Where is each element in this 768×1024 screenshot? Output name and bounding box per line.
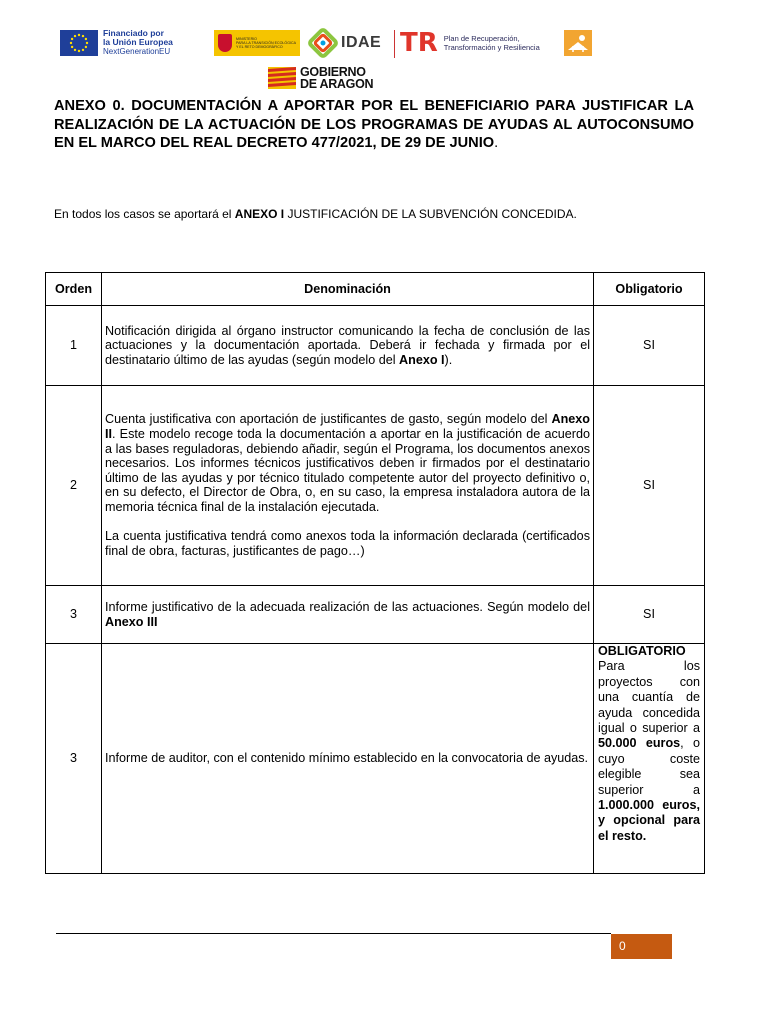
row-order: 3 <box>46 644 102 874</box>
heading-title: ANEXO 0. DOCUMENTACIÓN A APORTAR POR EL BENEFICIARIO PARA JUSTIFICAR LA REALIZACIÓN DE LA ACTUACIÓN DE LOS PROGRAMAS DE AYUDAS AL AUTOCONSUMO EN EL MARCO DEL REAL DECRETO 477/2021, DE 29 DE JUNIO <box>54 98 694 151</box>
eu-line2: la Unión Europea <box>103 37 173 47</box>
row-mandatory: SI <box>594 586 705 644</box>
row-order: 1 <box>46 306 102 386</box>
table-row <box>46 644 705 874</box>
ministry-line1: MINISTERIO <box>236 37 257 41</box>
ministry-line3: Y EL RETO DEMOGRÁFICO <box>236 45 283 49</box>
coat-of-arms-icon <box>218 34 232 52</box>
eu-line1: Financiado por <box>103 28 164 38</box>
idae-logo <box>308 28 381 58</box>
header-logos <box>60 26 700 94</box>
mandatory-mid: , o cuyo coste elegible sea superior a <box>598 736 700 797</box>
prtr-mark-icon: TR <box>400 28 438 58</box>
logo-separator <box>394 30 395 58</box>
footer-divider <box>56 933 611 934</box>
mandatory-bold-2: 1.000.000 euros, y opcional para el resto. <box>598 798 700 843</box>
aragon-line2: DE ARAGON <box>300 77 374 91</box>
ministry-text <box>236 37 296 49</box>
aragon-text <box>300 66 373 90</box>
row-text-pre: Informe justificativo de la adecuada realización de las actuaciones. Según modelo del <box>105 599 590 614</box>
row-description <box>102 586 594 644</box>
row-text-bold: Anexo I <box>399 352 445 367</box>
row-text: Informe de auditor, con el contenido mínimo establecido en la convocatoria de ayudas. <box>105 751 589 766</box>
idae-knot-icon <box>308 28 338 58</box>
row-description <box>102 306 594 386</box>
aragon-line1: GOBIERNO <box>300 65 366 79</box>
heading-period: . <box>494 135 499 151</box>
eu-logo <box>60 29 173 56</box>
eu-flag-icon <box>60 30 98 56</box>
document-heading <box>54 97 694 153</box>
mandatory-pre: Para los proyectos con una cuantía de ayuda concedida igual o superior a <box>598 659 700 736</box>
row-description <box>102 644 594 874</box>
header-mandatory: Obligatorio <box>594 273 705 306</box>
mandatory-bold-1: 50.000 euros <box>598 736 681 751</box>
header-order: Orden <box>46 273 102 306</box>
row-mandatory-conditions <box>594 644 705 874</box>
row-description <box>102 386 594 586</box>
table-row <box>46 586 705 644</box>
intro-post: JUSTIFICACIÓN DE LA SUBVENCIÓN CONCEDIDA. <box>284 207 577 221</box>
prtr-text <box>444 34 540 52</box>
mandatory-title: OBLIGATORIO <box>598 644 686 658</box>
solar-panel-icon <box>564 30 592 56</box>
table-header-row <box>46 273 705 306</box>
gobierno-aragon-logo <box>268 66 373 90</box>
ministry-logo <box>214 30 300 56</box>
prtr-line1: Plan de Recuperación, <box>443 34 520 43</box>
header-name: Denominación <box>102 273 594 306</box>
intro-paragraph <box>54 207 577 221</box>
row-text-pre: Notificación dirigida al órgano instructor comunicando la fecha de conclusión de las actuaciones y la documentación aportada. Deberá ir fechada y firmada por el destinatario último de las ayudas (según modelo del <box>105 323 590 367</box>
recovery-plan-logo <box>400 28 540 58</box>
row-text-bold: Anexo III <box>105 614 158 629</box>
row-text-bold: Anexo II <box>105 412 590 441</box>
row-text-pre: Cuenta justificativa con aportación de justificantes de gasto, según modelo del <box>105 412 552 427</box>
row-mandatory: SI <box>594 386 705 586</box>
eu-line3: NextGenerationEU <box>103 47 171 56</box>
idae-wordmark: IDAE <box>341 34 382 51</box>
table-row <box>46 386 705 586</box>
row-text-post: ). <box>444 352 453 367</box>
table-row <box>46 306 705 386</box>
row-order: 2 <box>46 386 102 586</box>
intro-pre: En todos los casos se aportará el <box>54 207 235 221</box>
row-text-paragraph-2: La cuenta justificativa tendrá como anexos toda la información declarada (certificados final de obra, facturas, justificantes de pago…) <box>105 529 590 559</box>
ministry-line2: PARA LA TRANSICIÓN ECOLÓGICA <box>236 41 296 45</box>
eu-logo-text <box>103 29 173 56</box>
row-order: 3 <box>46 586 102 644</box>
prtr-line2: Transformación y Resiliencia <box>443 43 540 52</box>
page-number: 0 <box>611 934 672 959</box>
row-mandatory: SI <box>594 306 705 386</box>
documentation-table <box>45 272 705 874</box>
intro-bold: ANEXO I <box>234 207 285 221</box>
aragon-flag-icon <box>268 67 296 89</box>
row-text-post: . Este modelo recoge toda la documentación a aportar en la justificación de acuerdo a las bases reguladoras, debiendo añadir, según el Programa, los documentos anexos necesarios. Los informes técnicos justificativos deben ir firmados por el destinatario último de las ayudas y por técnico titulado competente autor del proyecto definitivo o, en su defecto, el Director de Obra, o, en su caso, la empresa instaladora autora de la memoria técnica final de la instalación ejecutada. <box>105 426 590 514</box>
